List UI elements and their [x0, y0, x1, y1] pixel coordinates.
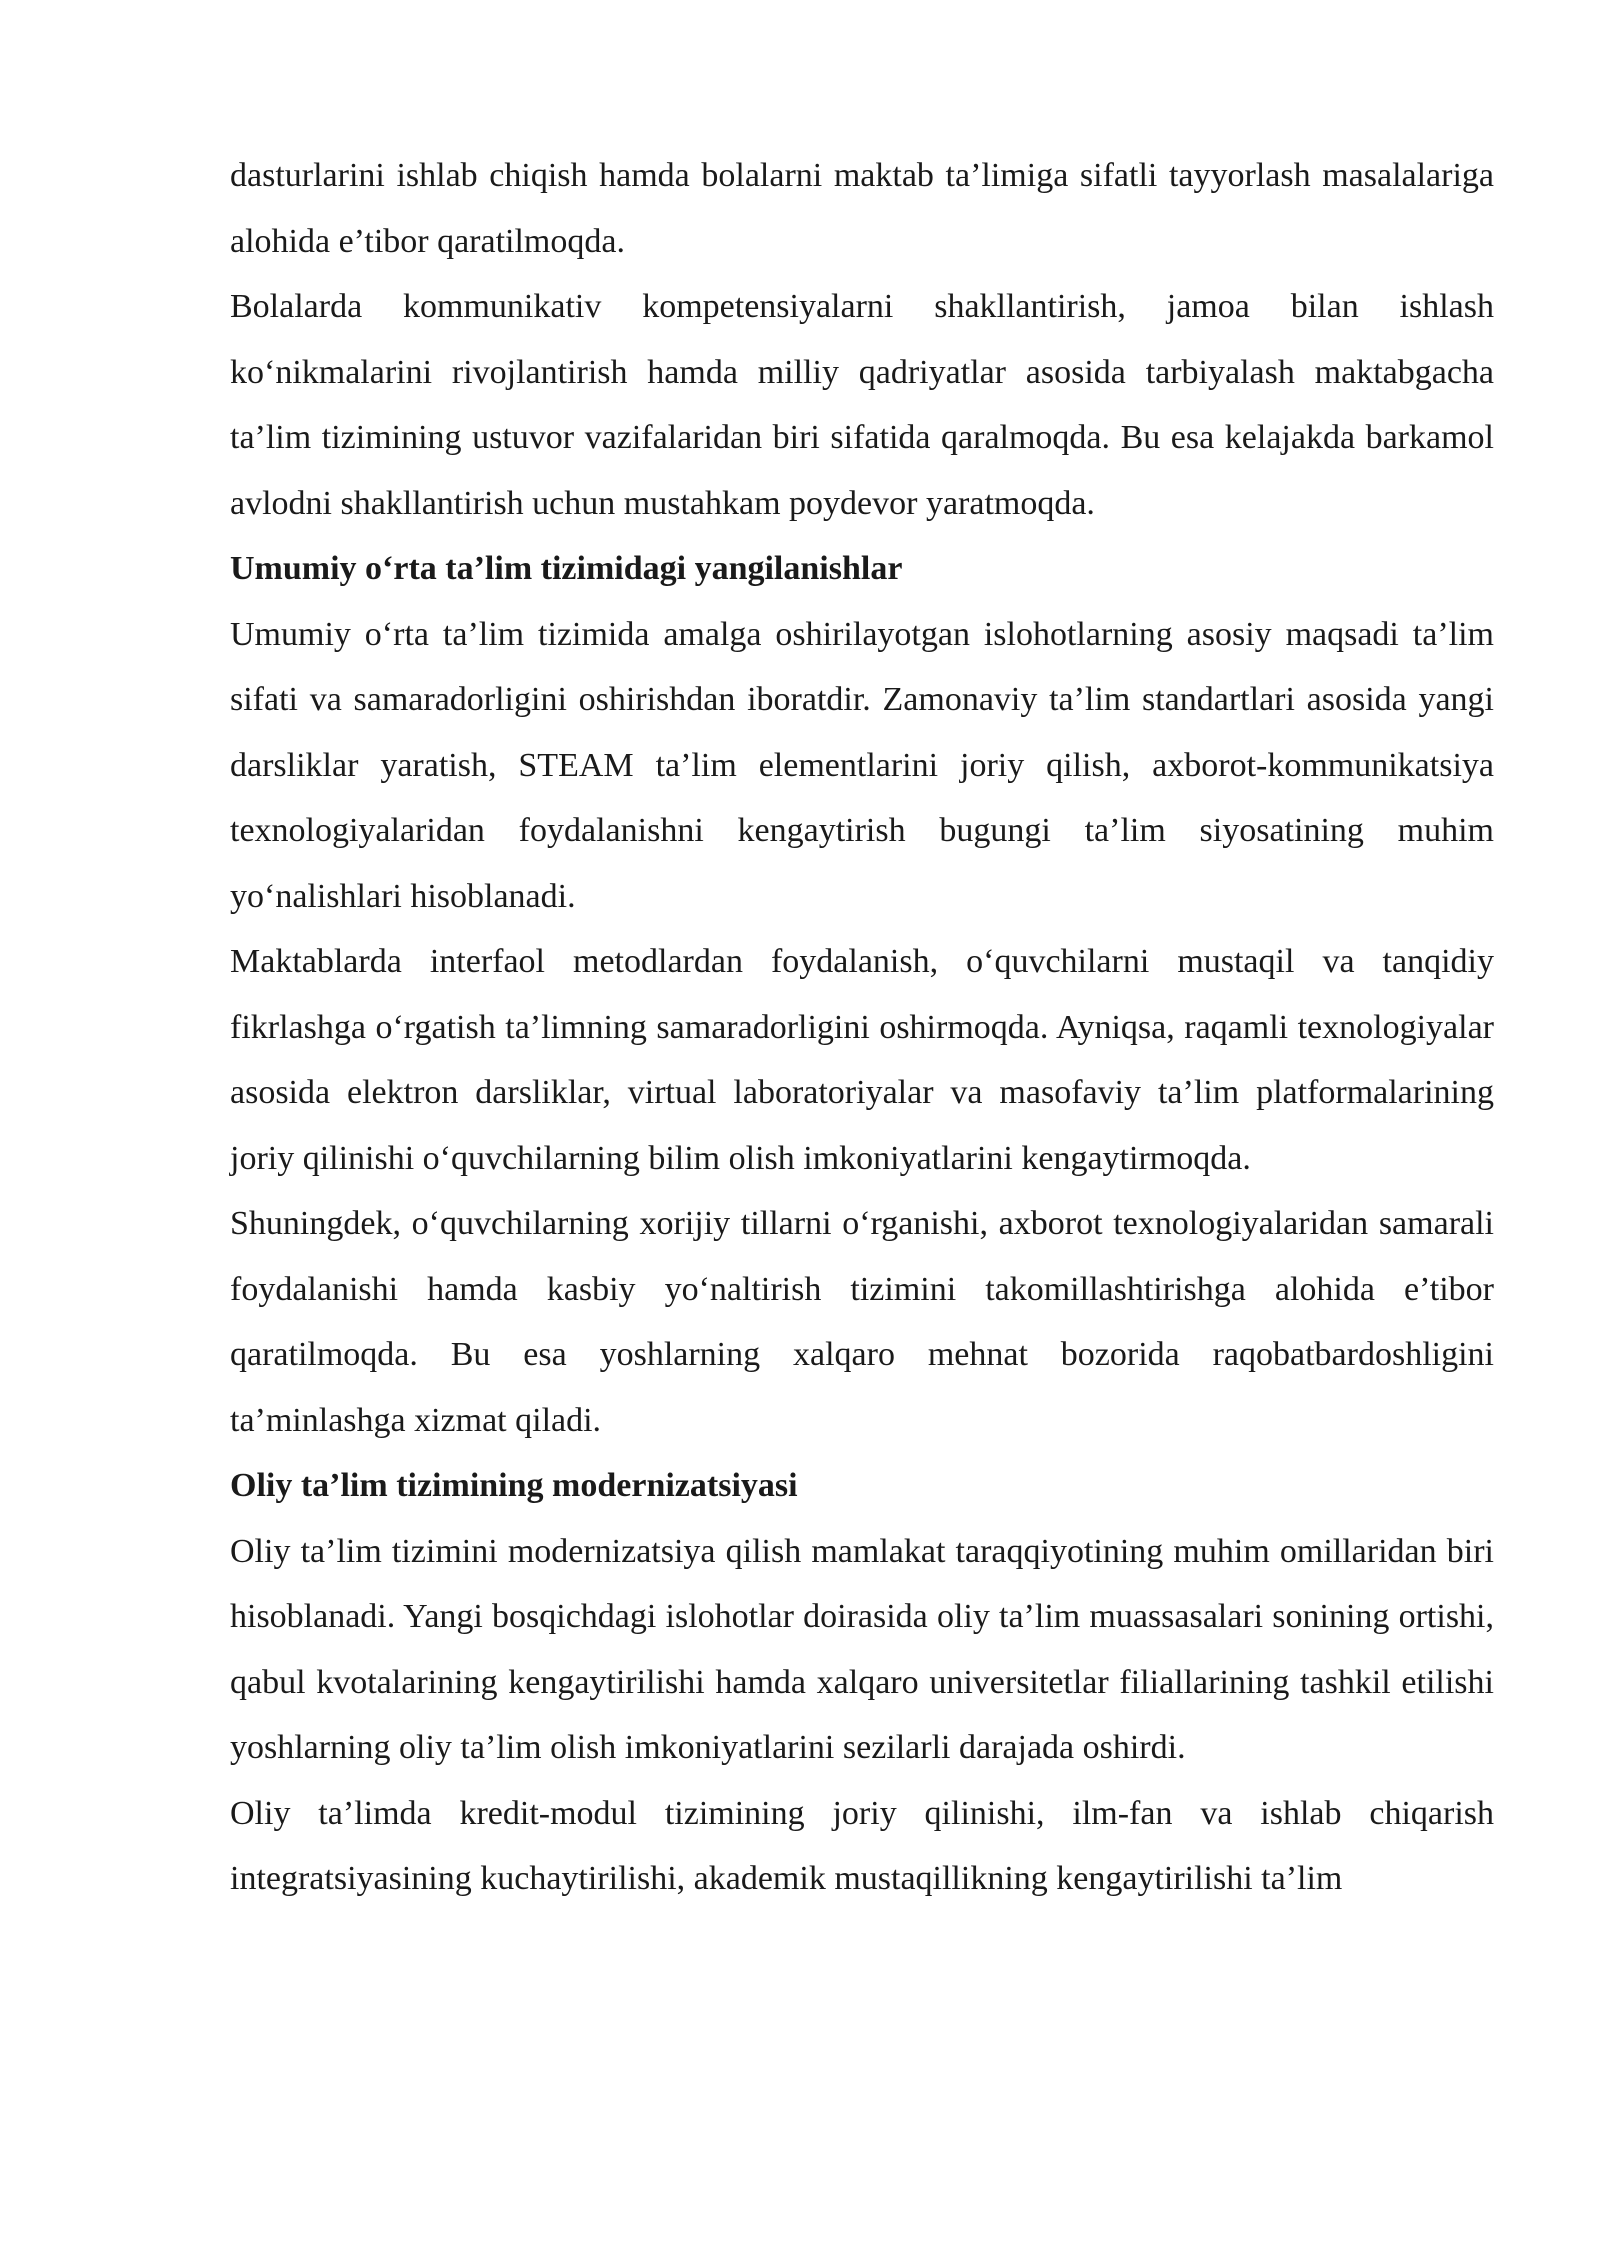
- paragraph-credit-module-system: Oliy ta’limda kredit-modul tizimining joriy qilinishi, ilm-fan va ishlab chiqarish integratsiyasining kuchaytirilishi, akademik mustaqillikning kengaytirilishi ta’lim: [230, 1794, 1494, 1897]
- section-heading-higher-education: Oliy ta’lim tizimining modernizatsiyasi: [230, 1467, 798, 1504]
- paragraph-preschool-programs: dasturlarini ishlab chiqish hamda bolalarni maktab ta’limiga sifatli tayyorlash masalalariga alohida e’tibor qaratilmoqda.: [230, 157, 1494, 260]
- paragraph-interactive-methods: Maktablarda interfaol metodlardan foydalanish, o‘quvchilarni mustaqil va tanqidiy fikrlashga o‘rgatish ta’limning samaradorligini oshirmoqda. Ayniqsa, raqamli texnologiyalar asosida elektron darsliklar, virtual laboratoriyalar va masofaviy ta’lim platformalarining joriy qilinishi o‘quvchilarning bilim olish imkoniyatlarini kengaytirmoqda.: [230, 943, 1494, 1177]
- paragraph-communicative-competencies: Bolalarda kommunikativ kompetensiyalarni shakllantirish, jamoa bilan ishlash ko‘nikmalarini rivojlantirish hamda milliy qadriyatlar asosida tarbiyalash maktabgacha ta’lim tizimining ustuvor vazifalaridan biri sifatida qaralmoqda. Bu esa kelajakda barkamol avlodni shakllantirish uchun mustahkam poydevor yaratmoqda.: [230, 288, 1494, 522]
- paragraph-secondary-reforms: Umumiy o‘rta ta’lim tizimida amalga oshirilayotgan islohotlarning asosiy maqsadi ta’lim sifati va samaradorligini oshirishdan iboratdir. Zamonaviy ta’lim standartlari asosida yangi darsliklar yaratish, STEAM ta’lim elementlarini joriy qilish, axborot-kommunikatsiya texnologiyalaridan foydalanishni kengaytirish bugungi ta’lim siyosatining muhim yo‘nalishlari hisoblanadi.: [230, 615, 1494, 915]
- paragraph-foreign-languages: Shuningdek, o‘quvchilarning xorijiy tillarni o‘rganishi, axborot texnologiyalaridan samarali foydalanishi hamda kasbiy yo‘naltirish tizimini takomillashtirishga alohida e’tibor qaratilmoqda. Bu esa yoshlarning xalqaro mehnat bozorida raqobatbardoshligini ta’minlashga xizmat qiladi.: [230, 1205, 1494, 1439]
- section-heading-general-secondary-education: Umumiy o‘rta ta’lim tizimidagi yangilanishlar: [230, 550, 903, 587]
- document-body: [230, 143, 1494, 1912]
- paragraph-higher-education-modernization: Oliy ta’lim tizimini modernizatsiya qilish mamlakat taraqqiyotining muhim omillaridan biri hisoblanadi. Yangi bosqichdagi islohotlar doirasida oliy ta’lim muassasalari sonining ortishi, qabul kvotalarining kengaytirilishi hamda xalqaro universitetlar filiallarining tashkil etilishi yoshlarning oliy ta’lim olish imkoniyatlarini sezilarli darajada oshirdi.: [230, 1532, 1494, 1766]
